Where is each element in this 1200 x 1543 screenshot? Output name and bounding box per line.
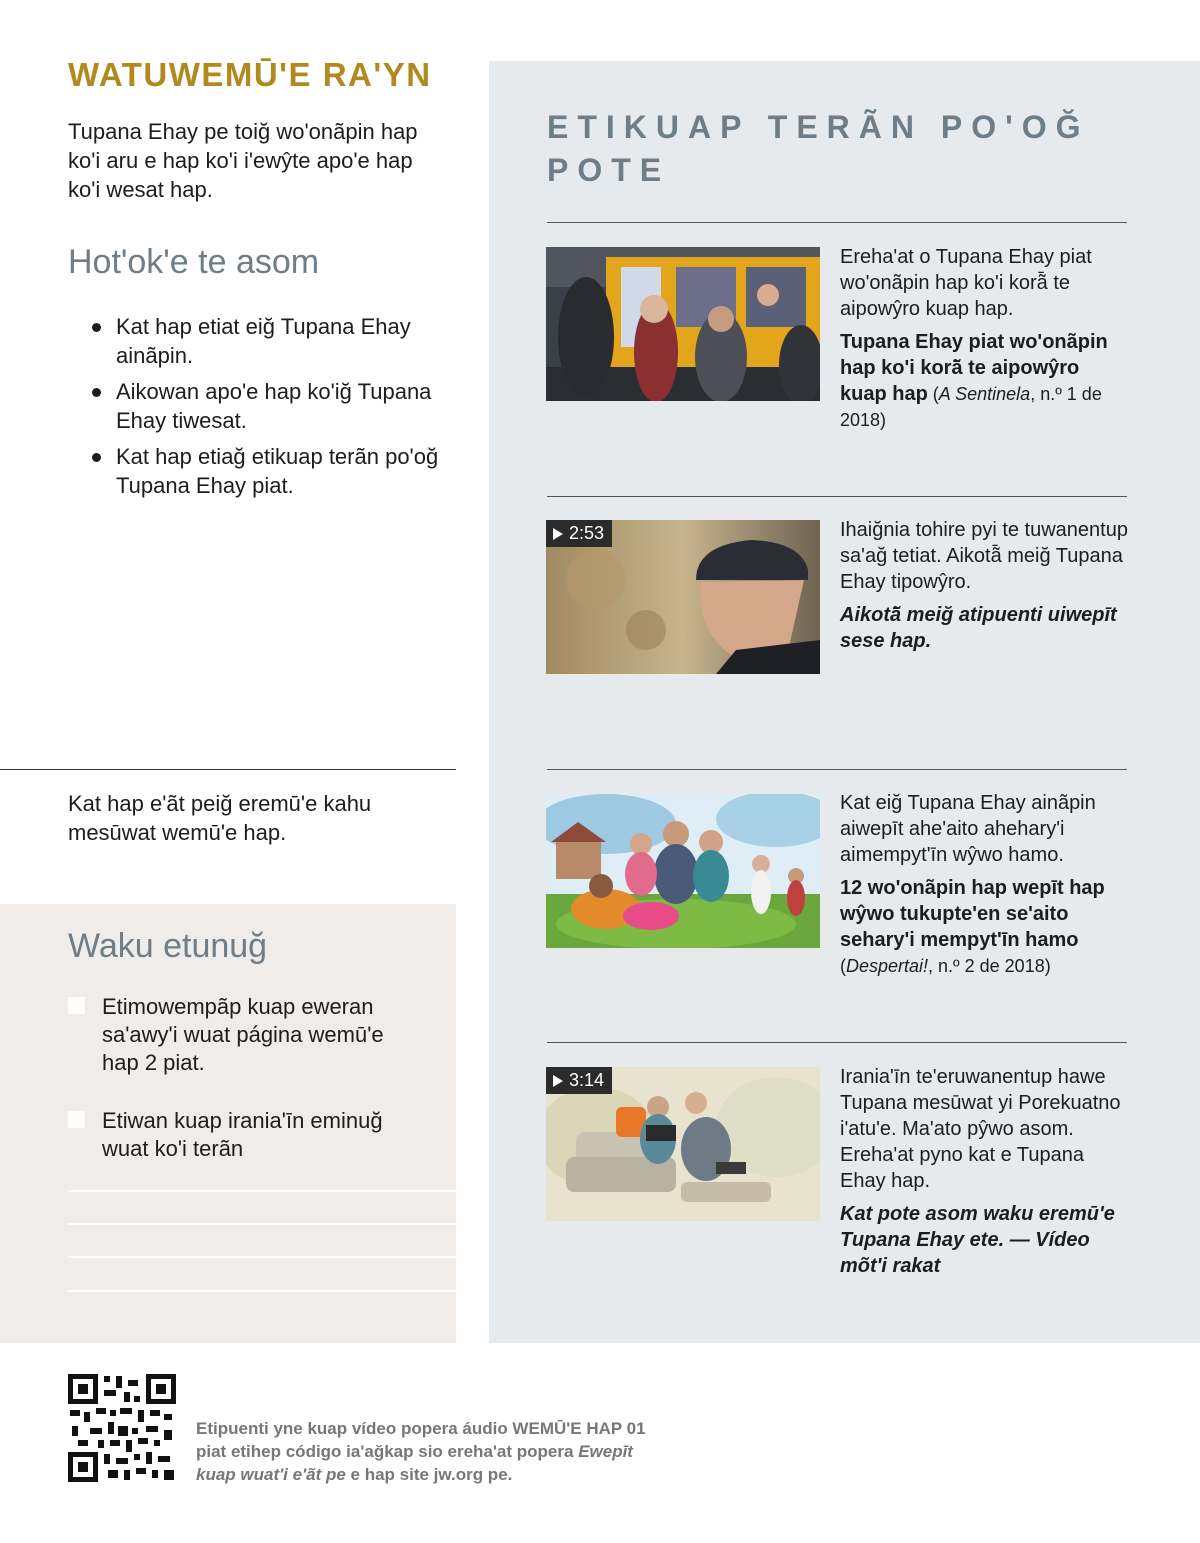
man-in-cap-photo[interactable] — [546, 520, 820, 674]
list-item — [92, 442, 442, 500]
explore-item-reference[interactable]: Kat pote asom waku eremū'e Tupana Ehay ete. — Vídeo mõt'i rakat — [840, 1203, 1115, 1277]
explore-item-description: Ereha'at o Tupana Ehay piat wo'onãpin hap ko'i korã̄ te aipowŷro kuap hap. — [840, 246, 1092, 320]
checklist-item-text: Etimowempãp kuap eweran sa'awy'i wuat página wemū'e hap 2 piat. — [102, 994, 384, 1075]
explore-item-reference[interactable]: 12 wo'onãpin hap wepīt hap wŷwo tukupte'en se'aito sehary'i mempyt'īn hamo (Despertai!, n.º 2 de 2018) — [840, 877, 1105, 976]
divider — [547, 1042, 1127, 1043]
explore-item-reference[interactable]: Aikotã̄ meiğ atipuenti uiwepīt sese hap. — [840, 604, 1117, 652]
try-this-heading: Waku etunuğ — [68, 927, 268, 965]
explore-item — [840, 244, 1130, 433]
divider — [547, 496, 1127, 497]
remember-heading: Hot'ok'e te asom — [68, 243, 320, 281]
video-duration-badge: 2:53 — [546, 520, 612, 547]
list-item-text: Kat hap etiağ etikuap terãn po'oğ Tupana Ehay piat. — [116, 444, 439, 498]
play-icon — [553, 1075, 563, 1087]
play-icon — [553, 528, 563, 540]
explore-item — [840, 790, 1130, 979]
list-item — [92, 312, 442, 370]
checkbox-icon[interactable] — [68, 997, 85, 1014]
writing-line[interactable] — [68, 1190, 456, 1192]
list-item-text: Kat hap etiat eiğ Tupana Ehay ainãpin. — [116, 314, 411, 368]
writing-line[interactable] — [68, 1223, 456, 1225]
explore-item-description: Kat eiğ Tupana Ehay ainãpin aiwepīt ahe'aito ahehary'i aimempyt'īn wŷwo hamo. — [840, 792, 1096, 866]
summary-heading: WATUWEMŪ'E RA'YN — [68, 56, 432, 93]
checklist-item[interactable] — [68, 1107, 408, 1163]
video-duration-badge: 3:14 — [546, 1067, 612, 1094]
explore-item — [840, 1064, 1130, 1279]
checkbox-icon[interactable] — [68, 1111, 85, 1128]
question-text: Kat hap e'ãt peiğ eremū'e kahu mesūwat wemū'e hap. — [68, 791, 372, 845]
family-in-park-photo[interactable] — [546, 794, 820, 948]
bullet-icon — [92, 323, 101, 332]
qr-code-icon[interactable] — [68, 1374, 176, 1482]
remember-list — [92, 312, 442, 507]
summary-text: Tupana Ehay pe toiğ wo'onãpin hap ko'i aru e hap ko'i i'ewŷte apo'e hap ko'i wesat hap. — [68, 119, 418, 202]
couple-reading-photo[interactable] — [546, 1067, 820, 1221]
writing-line[interactable] — [68, 1290, 456, 1292]
explore-item-reference[interactable]: Tupana Ehay piat wo'onãpin hap ko'i korã̄ te aipowŷro kuap hap (A Sentinela, n.º 1 de 2018) — [840, 331, 1108, 430]
checklist-item[interactable] — [68, 993, 408, 1077]
explore-item-description: Irania'īn te'eruwanentup hawe Tupana mesūwat yi Porekuatno i'atu'e. Ma'ato pŷwo asom. Ereha'at pyno kat e Tupana Ehay hap. — [840, 1066, 1121, 1192]
bullet-icon — [92, 453, 101, 462]
divider — [0, 769, 456, 770]
list-item-text: Aikowan apo'e hap ko'iğ Tupana Ehay tiwesat. — [116, 379, 432, 433]
bullet-icon — [92, 388, 101, 397]
explore-item-description: Ihaiğnia tohire pyi te tuwanentup sa'ağ tetiat. Aikotã̄ meiğ Tupana Ehay tipowŷro. — [840, 519, 1128, 593]
footer-text: Etipuenti yne kuap vídeo popera áudio WEMŪ'E HAP 01 piat etihep código ia'ağkap sio ereha'at popera Ewepīt kuap wuat'i e'ãt pe e hap site jw.org pe. — [196, 1419, 646, 1484]
writing-line[interactable] — [68, 1256, 456, 1258]
explore-item — [840, 517, 1130, 654]
list-item — [92, 377, 442, 435]
explore-heading: ETIKUAP TERÃN PO'OĞ POTE — [547, 109, 1090, 188]
divider — [547, 769, 1127, 770]
checklist-item-text: Etiwan kuap irania'īn eminuğ wuat ko'i terãn — [102, 1108, 383, 1161]
divider — [547, 222, 1127, 223]
people-walking-by-train-photo[interactable] — [546, 247, 820, 401]
